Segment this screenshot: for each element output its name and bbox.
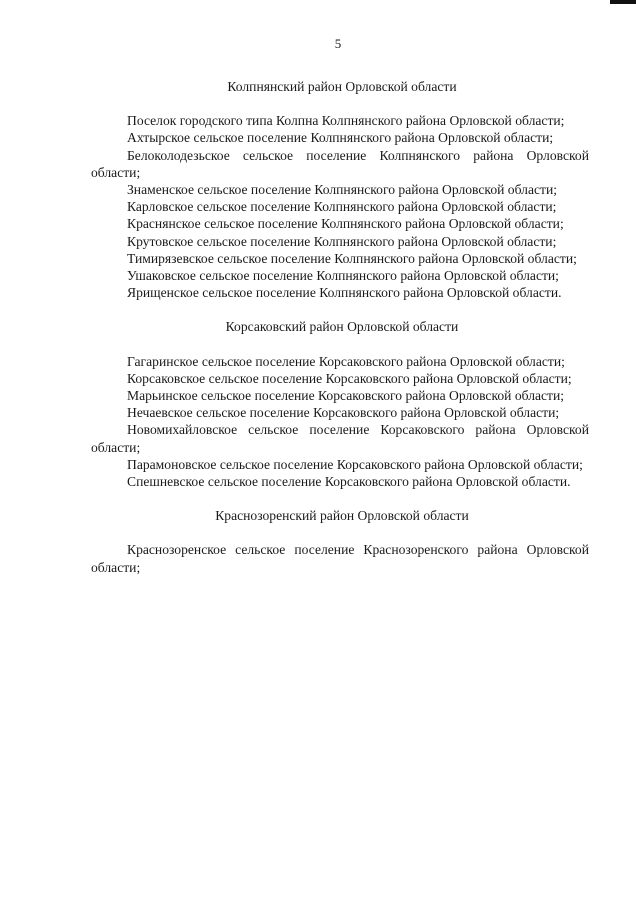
settlement-entry: Марьинское сельское поселение Корсаковского района Орловской области; — [127, 388, 565, 404]
settlement-entry: Карловское сельское поселение Колпнянского района Орловской области; — [127, 199, 557, 215]
section-kolpnyansky — [91, 78, 589, 301]
settlement-entry: Парамоновское сельское поселение Корсаковского района Орловской области; — [127, 456, 583, 472]
page-number: 5 — [334, 36, 342, 51]
settlement-entry: Тимирязевское сельское поселение Колпнянского района Орловской области; — [127, 250, 577, 266]
settlement-entry: Корсаковское сельское поселение Корсаковского района Орловской области; — [127, 370, 572, 386]
settlement-entry: Новомихайловское сельское поселение Корсаковского района Орловской области; — [91, 422, 589, 455]
document-body — [91, 78, 589, 576]
settlement-entry: Гагаринское сельское поселение Корсаковского района Орловской области; — [127, 353, 565, 369]
section-heading: Корсаковский район Орловской области — [225, 319, 459, 335]
settlement-list — [91, 353, 589, 491]
settlement-entry: Краснозоренское сельское поселение Краснозоренского района Орловской области; — [91, 542, 589, 575]
settlement-entry: Ярищенское сельское поселение Колпнянского района Орловской области. — [127, 285, 562, 301]
settlement-entry: Знаменское сельское поселение Колпнянского района Орловской области; — [127, 182, 558, 198]
section-heading: Краснозоренский район Орловской области — [215, 508, 469, 524]
settlement-entry: Нечаевское сельское поселение Корсаковского района Орловской области; — [127, 405, 560, 421]
settlement-entry: Крутовское сельское поселение Колпнянского района Орловской области; — [127, 233, 557, 249]
settlement-entry: Краснянское сельское поселение Колпнянского района Орловской области; — [127, 216, 564, 232]
settlement-entry: Поселок городского типа Колпна Колпнянского района Орловской области; — [127, 113, 565, 129]
settlement-entry: Белоколодезьское сельское поселение Колпнянского района Орловской области; — [91, 147, 589, 180]
settlement-list — [91, 112, 589, 301]
scan-corner-mark — [610, 0, 636, 4]
settlement-entry: Спешневское сельское поселение Корсаковского района Орловской области. — [127, 474, 571, 490]
settlement-entry: Ахтырское сельское поселение Колпнянского района Орловской области; — [127, 130, 554, 146]
section-heading: Колпнянский район Орловской области — [227, 79, 457, 94]
settlement-entry: Ушаковское сельское поселение Колпнянского района Орловской области; — [127, 268, 559, 284]
section-krasnozorensky — [91, 507, 589, 576]
section-korsakovsky — [91, 318, 589, 490]
settlement-list — [91, 541, 589, 575]
